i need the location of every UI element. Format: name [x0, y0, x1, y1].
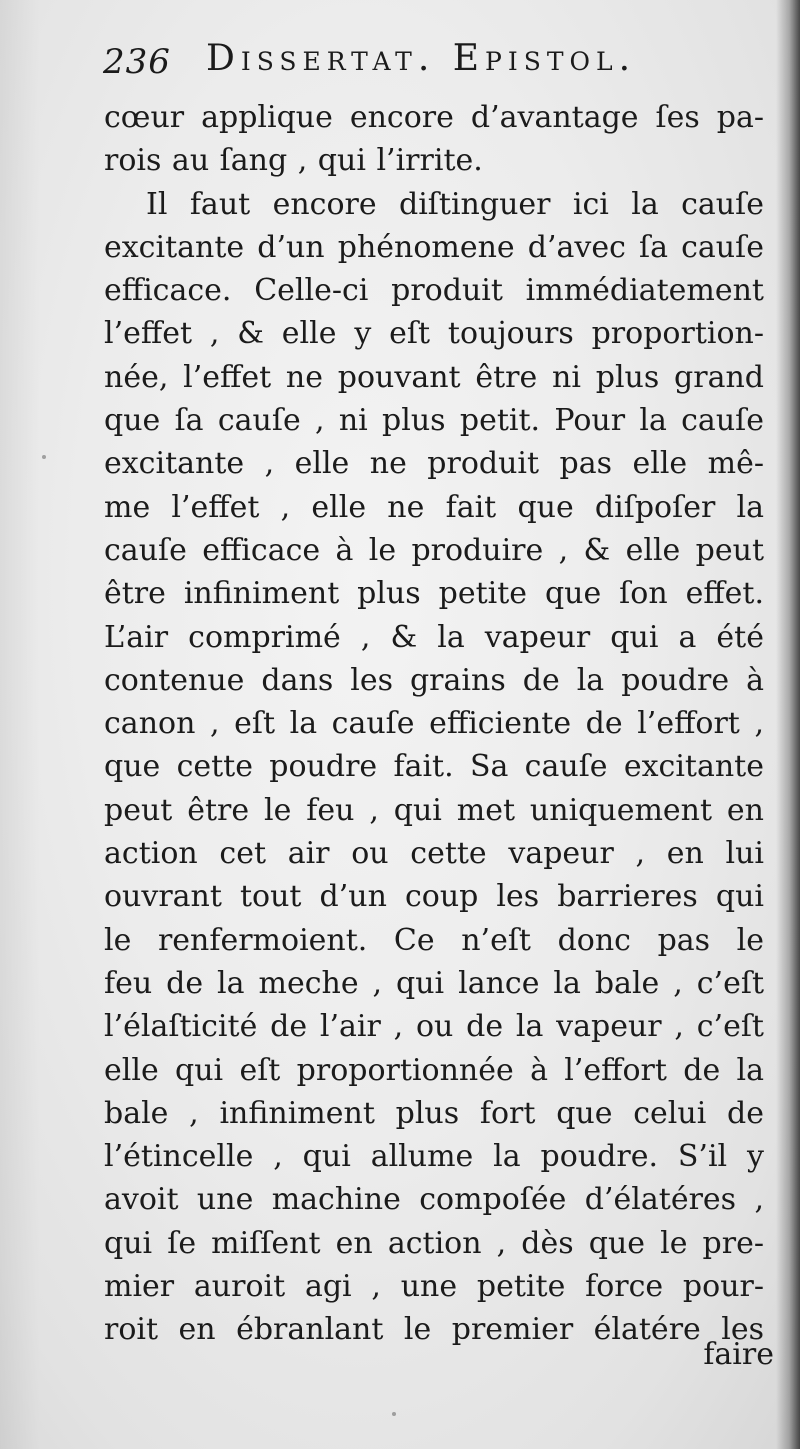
paper-speck	[42, 455, 46, 459]
text-line: feu de la meche , qui lance la bale , c’eſt	[104, 965, 764, 1001]
text-line: mier auroit agi , une petite force pour-	[104, 1269, 764, 1305]
text-line: l’élaſticité de l’air , ou de la vapeur , c’eſt	[104, 1009, 764, 1045]
paper-speck	[392, 1412, 396, 1416]
text-line: bale , infiniment plus fort que celui de	[104, 1095, 764, 1131]
text-line: roit en ébranlant le premier élatére les	[104, 1312, 764, 1348]
text-line: l’étincelle , qui allume la poudre. S’il y	[104, 1139, 764, 1175]
text-line: canon , eſt la cauſe efficiente de l’effort ,	[104, 706, 764, 742]
page-gutter-shadow	[776, 0, 800, 1449]
text-line: être infiniment plus petite que ſon effet.	[104, 576, 764, 612]
body-text	[104, 96, 764, 1352]
text-line: contenue dans les grains de la poudre à	[104, 662, 764, 698]
text-line: excitante , elle ne produit pas elle mê-	[104, 446, 764, 482]
text-line: peut être le feu , qui met uniquement en	[104, 792, 764, 828]
text-line: l’effet , & elle y eſt toujours proportion-	[104, 316, 764, 352]
text-line: que ſa cauſe , ni plus petit. Pour la cauſe	[104, 403, 764, 439]
text-line: née, l’effet ne pouvant être ni plus grand	[104, 359, 764, 395]
text-line: ouvrant tout d’un coup les barrieres qui	[104, 879, 764, 915]
text-line: excitante d’un phénomene d’avec ſa cauſe	[104, 229, 764, 265]
text-line: le renfermoient. Ce n’eſt donc pas le	[104, 922, 764, 958]
text-line: que cette poudre fait. Sa cauſe excitante	[104, 749, 764, 785]
text-line: cauſe efficace à le produire , & elle peut	[104, 532, 764, 568]
catchword: faire	[703, 1337, 774, 1372]
running-head	[103, 38, 743, 88]
page-number: 236	[103, 42, 171, 82]
text-line: me l’effet , elle ne fait que diſpoſer la	[104, 489, 764, 525]
text-line: action cet air ou cette vapeur , en lui	[104, 836, 764, 872]
text-line: efficace. Celle-ci produit immédiatement	[104, 273, 764, 309]
text-line: rois au ſang , qui l’irrite.	[104, 143, 483, 179]
text-line: elle qui eſt proportionnée à l’effort de la	[104, 1052, 764, 1088]
text-line: Il faut encore diſtinguer ici la cauſe	[146, 186, 764, 222]
text-line: qui ſe miſſent en action , dès que le pre-	[104, 1225, 764, 1261]
text-line: avoit une machine compoſée d’élatéres ,	[104, 1182, 764, 1218]
text-line: L’air comprimé , & la vapeur qui a été	[104, 619, 764, 655]
text-line: cœur applique encore d’avantage ſes pa-	[104, 100, 764, 135]
running-title: Dissertat. Epistol.	[206, 38, 637, 79]
page-left-shade	[0, 0, 40, 1449]
